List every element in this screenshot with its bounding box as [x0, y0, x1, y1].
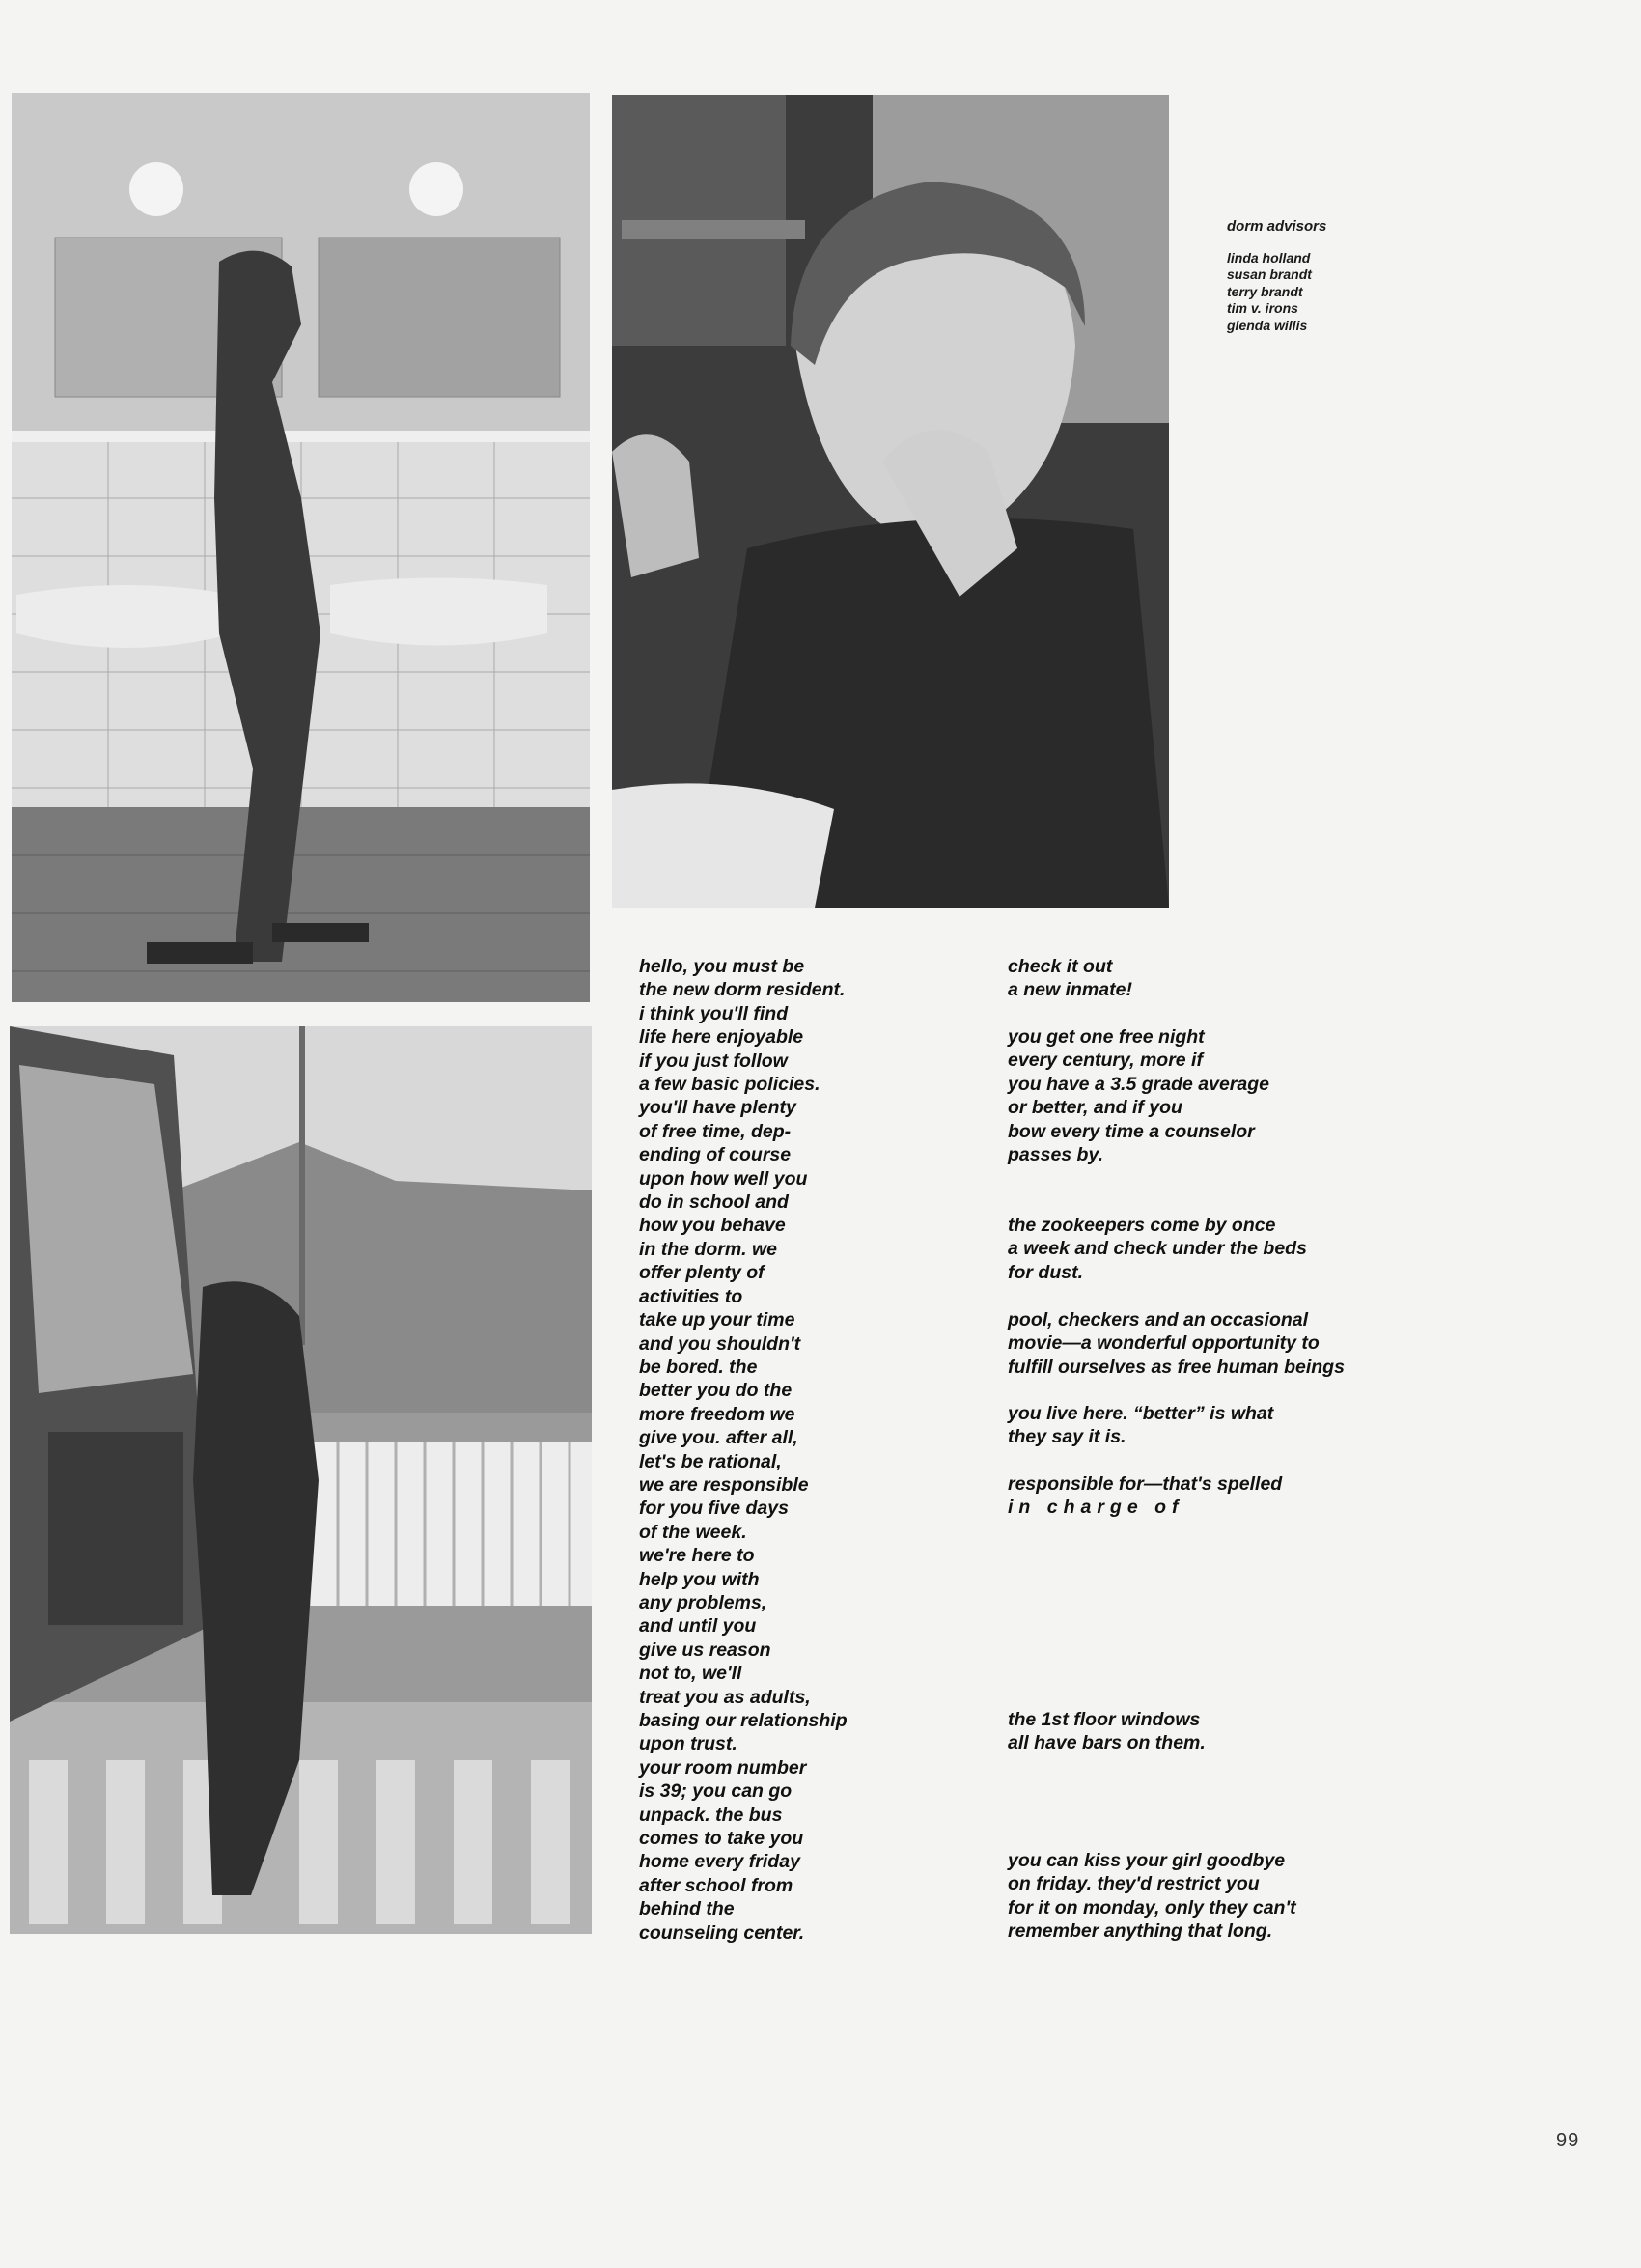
- text-line: passes by.: [1008, 1144, 1104, 1166]
- text-line: on friday. they'd restrict you: [1008, 1873, 1260, 1895]
- text-line: i think you'll find: [639, 1002, 789, 1024]
- text-line: of the week.: [639, 1521, 747, 1543]
- advisor-name: linda holland: [1227, 249, 1311, 266]
- text-line: upon trust.: [639, 1733, 737, 1755]
- text-line: upon how well you: [639, 1167, 808, 1190]
- text-line: be bored. the: [639, 1356, 758, 1378]
- text-line: movie—a wonderful opportunity to: [1008, 1332, 1320, 1355]
- advisors-caption: [1227, 218, 1420, 334]
- text-line: give us reason: [639, 1638, 771, 1661]
- text-line: do in school and: [639, 1191, 789, 1214]
- text-line: basing our relationship: [639, 1710, 848, 1731]
- text-line: your room number: [639, 1756, 807, 1778]
- right-paragraph-2: [1008, 1025, 1269, 1166]
- right-paragraph-3: [1008, 1214, 1307, 1284]
- right-paragraph-4: [1008, 1308, 1345, 1379]
- text-line: any problems,: [639, 1591, 767, 1613]
- text-line: how you behave: [639, 1215, 786, 1237]
- text-line: let's be rational,: [639, 1450, 782, 1472]
- left-text-column: [639, 955, 848, 1945]
- text-line: is 39; you can go: [639, 1780, 793, 1803]
- text-line: home every friday: [639, 1851, 800, 1873]
- right-paragraph-7: [1008, 1708, 1206, 1755]
- text-line: more freedom we: [639, 1403, 795, 1425]
- text-line: the zookeepers come by once: [1008, 1215, 1276, 1236]
- text-line: remember anything that long.: [1008, 1920, 1273, 1943]
- text-line: we are responsible: [639, 1473, 809, 1496]
- text-line: and you shouldn't: [639, 1332, 801, 1355]
- text-line: you get one free night: [1008, 1026, 1205, 1048]
- text-line: every century, more if: [1008, 1050, 1203, 1072]
- text-line: pool, checkers and an occasional: [1008, 1309, 1309, 1330]
- text-line: treat you as adults,: [639, 1686, 811, 1708]
- advisors-heading: dorm advisors: [1227, 218, 1327, 235]
- text-line: of free time, dep-: [639, 1120, 792, 1142]
- right-paragraph-6: [1008, 1472, 1282, 1520]
- bleed-through-texture: [946, 77, 1544, 618]
- text-line: you have a 3.5 grade average: [1008, 1073, 1269, 1095]
- text-line: all have bars on them.: [1008, 1732, 1206, 1754]
- text-line: counseling center.: [639, 1921, 805, 1944]
- text-line: we're here to: [639, 1545, 755, 1567]
- text-line: a week and check under the beds: [1008, 1238, 1307, 1260]
- text-line: unpack. the bus: [639, 1804, 783, 1826]
- text-line: give you. after all,: [639, 1427, 798, 1449]
- text-line: you live here. “better” is what: [1008, 1403, 1274, 1424]
- photo-washroom: [12, 93, 590, 1002]
- text-line: for you five days: [639, 1498, 789, 1520]
- text-line: ending of course: [639, 1144, 792, 1166]
- advisor-name: tim v. irons: [1227, 300, 1298, 316]
- right-paragraph-5: [1008, 1402, 1273, 1449]
- text-line: behind the: [639, 1898, 735, 1920]
- text-line: for dust.: [1008, 1261, 1083, 1283]
- text-line: hello, you must be: [639, 956, 805, 977]
- text-line: offer plenty of: [639, 1262, 765, 1284]
- text-line: and until you: [639, 1615, 757, 1638]
- text-line: life here enjoyable: [639, 1026, 804, 1049]
- text-line: for it on monday, only they can't: [1008, 1896, 1296, 1918]
- text-line: better you do the: [639, 1380, 793, 1402]
- text-line: comes to take you: [639, 1828, 804, 1850]
- right-paragraph-8: [1008, 1849, 1296, 1944]
- text-line: bow every time a counselor: [1008, 1120, 1255, 1142]
- photo-bus: [10, 1026, 592, 1934]
- text-line: not to, we'll: [639, 1663, 742, 1685]
- text-line: the 1st floor windows: [1008, 1709, 1201, 1730]
- text-line: check it out: [1008, 956, 1113, 977]
- text-line: activities to: [639, 1285, 743, 1307]
- text-line: you can kiss your girl goodbye: [1008, 1850, 1286, 1871]
- text-line: fulfill ourselves as free human beings: [1008, 1356, 1345, 1378]
- advisor-name: glenda willis: [1227, 317, 1308, 333]
- page-number: 99: [1556, 2130, 1580, 2151]
- text-line: take up your time: [639, 1309, 795, 1331]
- text-line: you'll have plenty: [639, 1097, 796, 1119]
- advisor-name: terry brandt: [1227, 283, 1303, 299]
- text-line: or better, and if you: [1008, 1097, 1182, 1119]
- text-line: a few basic policies.: [639, 1074, 820, 1096]
- text-line: a new inmate!: [1008, 979, 1132, 1001]
- text-line: in the dorm. we: [639, 1238, 778, 1260]
- text-line: help you with: [639, 1568, 760, 1590]
- text-line: in charge of: [1008, 1497, 1184, 1519]
- text-line: responsible for—that's spelled: [1008, 1473, 1283, 1495]
- text-line: they say it is.: [1008, 1426, 1126, 1448]
- text-line: the new dorm resident.: [639, 979, 846, 1001]
- text-line: if you just follow: [639, 1050, 788, 1072]
- advisor-name: susan brandt: [1227, 266, 1312, 282]
- right-paragraph-1: [1008, 955, 1132, 1002]
- text-line: after school from: [639, 1874, 793, 1896]
